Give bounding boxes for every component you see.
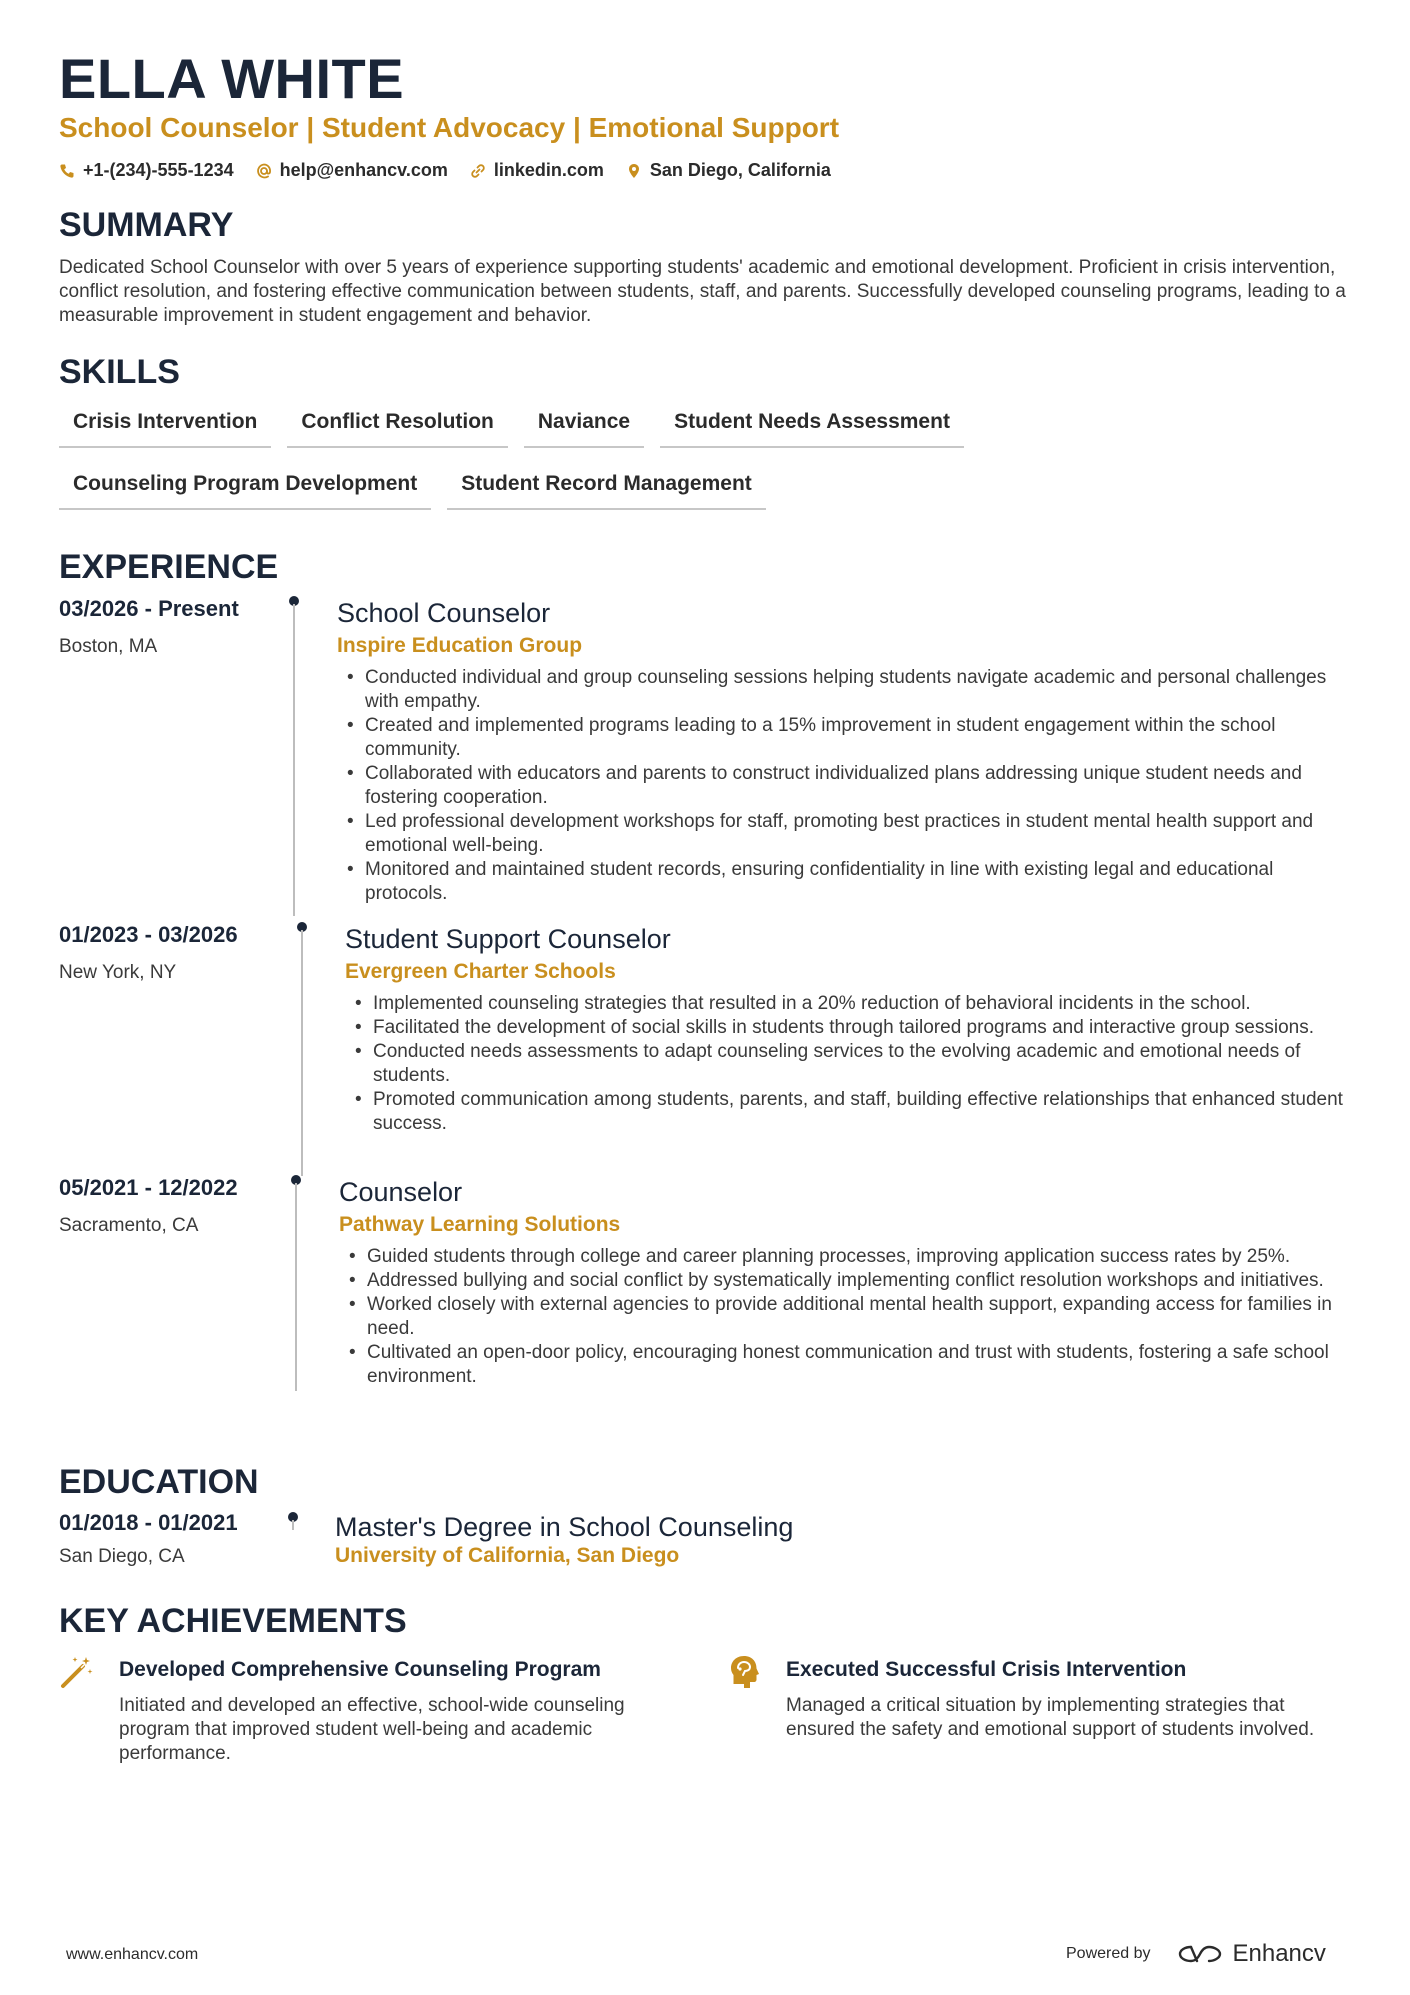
achievement-description: Initiated and developed an effective, school-wide counseling program that improved student well-being and academic performance. [119,1695,625,1764]
job-location: Sacramento, CA [59,1215,199,1236]
job-company: Inspire Education Group [337,634,583,657]
job-bullet: • Promoted communication among students, parents, and staff, building effective relationships that enhanced student success. [345,1088,1349,1136]
job-bullet: • Collaborated with educators and parents to construct individualized plans addressing unique student needs and fostering cooperation. [337,762,1349,810]
job-bullets [339,1245,1349,1389]
experience-entry [59,1175,1349,1391]
job-location: Boston, MA [59,636,158,657]
contact-email-text: help@enhancv.com [279,160,448,180]
job-bullet: • Cultivated an open-door policy, encouraging honest communication and trust with students, fostering a safe school environment. [339,1341,1349,1389]
job-title: School Counselor [337,598,551,628]
achievement-title: Executed Successful Crisis Intervention [786,1658,1187,1681]
headline: School Counselor | Student Advocacy | Emotional Support [59,112,840,143]
enhancv-logo[interactable] [1177,1940,1326,1968]
phone-icon [59,163,75,179]
timeline-line [295,1183,297,1391]
job-company: Pathway Learning Solutions [339,1213,621,1236]
experience-heading: EXPERIENCE [59,548,279,586]
contact-email[interactable] [256,160,448,181]
experience-entry [59,596,1349,916]
skill-tag: Naviance [524,408,644,448]
contact-location [626,160,831,181]
job-bullet: • Conducted needs assessments to adapt counseling services to the evolving academic and emotional needs of students. [345,1040,1349,1088]
job-date: 03/2026 - Present [59,596,239,621]
head-brain-icon [726,1654,762,1690]
job-bullet: • Worked closely with external agencies to provide additional mental health support, expanding access for families in need. [339,1293,1349,1341]
skill-tag: Conflict Resolution [287,408,508,448]
timeline-line [301,930,303,1176]
job-details [337,596,1349,906]
skills-list [59,408,1349,510]
skill-tag: Counseling Program Development [59,470,431,510]
skill-tag: Crisis Intervention [59,408,271,448]
summary-heading: SUMMARY [59,206,234,244]
experience-entry [59,922,1349,1176]
job-details [345,922,1349,1136]
job-details [339,1175,1349,1389]
magic-wand-icon [59,1654,95,1690]
brand-name: Enhancv [1232,1940,1326,1967]
job-bullet: • Guided students through college and career planning processes, improving application success rates by 25%. [339,1245,1349,1269]
skills-heading: SKILLS [59,353,180,391]
job-location: New York, NY [59,962,177,983]
contact-linkedin[interactable] [470,160,604,181]
job-company: Evergreen Charter Schools [345,960,616,983]
achievements-heading: KEY ACHIEVEMENTS [59,1602,407,1640]
job-bullet: • Addressed bullying and social conflict by systematically implementing conflict resolution workshops and initiatives. [339,1269,1349,1293]
job-bullet: • Implemented counseling strategies that resulted in a 20% reduction of behavioral incidents in the school. [345,992,1349,1016]
education-location: San Diego, CA [59,1546,185,1567]
summary-text: Dedicated School Counselor with over 5 years of experience supporting students' academic and emotional development. Proficient in crisis intervention, conflict resolution, and fostering effective communication between students, staff, and parents. Successfully developed counseling programs, leading to a measurable improvement in student engagement and behavior. [59,257,1346,326]
location-pin-icon [626,163,642,179]
timeline-line [292,1520,294,1530]
education-date: 01/2018 - 01/2021 [59,1510,238,1535]
job-bullet: • Facilitated the development of social skills in students through tailored programs and interactive group sessions. [345,1016,1349,1040]
job-title: Student Support Counselor [345,924,671,954]
job-bullet: • Led professional development workshops for staff, promoting best practices in student mental health support and emotional well-being. [337,810,1349,858]
job-bullet: • Conducted individual and group counseling sessions helping students navigate academic and personal challenges with empathy. [337,666,1349,714]
contact-location-text: San Diego, California [649,160,831,180]
contact-phone-text: +1-(234)-555-1234 [83,160,234,180]
school: University of California, San Diego [335,1544,680,1567]
education-entry [59,1510,1349,1580]
at-icon [256,163,272,179]
contact-linkedin-text: linkedin.com [493,160,604,180]
education-heading: EDUCATION [59,1463,259,1501]
job-date: 05/2021 - 12/2022 [59,1175,238,1200]
link-icon [470,163,486,179]
job-bullets [345,992,1349,1136]
job-bullets [337,666,1349,906]
footer-website[interactable]: www.enhancv.com [66,1946,199,1963]
job-bullet: • Monitored and maintained student records, ensuring confidentiality in line with existing legal and educational protocols. [337,858,1349,906]
skill-tag: Student Needs Assessment [660,408,964,448]
powered-by-label: Powered by [1066,1945,1151,1962]
job-date: 01/2023 - 03/2026 [59,922,238,947]
job-title: Counselor [339,1177,463,1207]
job-bullet: • Created and implemented programs leading to a 15% improvement in student engagement within the school community. [337,714,1349,762]
timeline-line [293,604,295,916]
contact-phone[interactable] [59,160,234,181]
skill-tag: Student Record Management [447,470,766,510]
achievement-description: Managed a critical situation by implementing strategies that ensured the safety and emotional support of students involved. [786,1695,1315,1740]
candidate-name: ELLA WHITE [59,47,405,110]
achievement-title: Developed Comprehensive Counseling Program [119,1658,601,1681]
degree: Master's Degree in School Counseling [335,1512,794,1542]
footer-branding [1066,1940,1326,1968]
contact-bar [59,160,831,181]
enhancv-logo-icon [1177,1943,1223,1965]
education-details [335,1510,1349,1568]
